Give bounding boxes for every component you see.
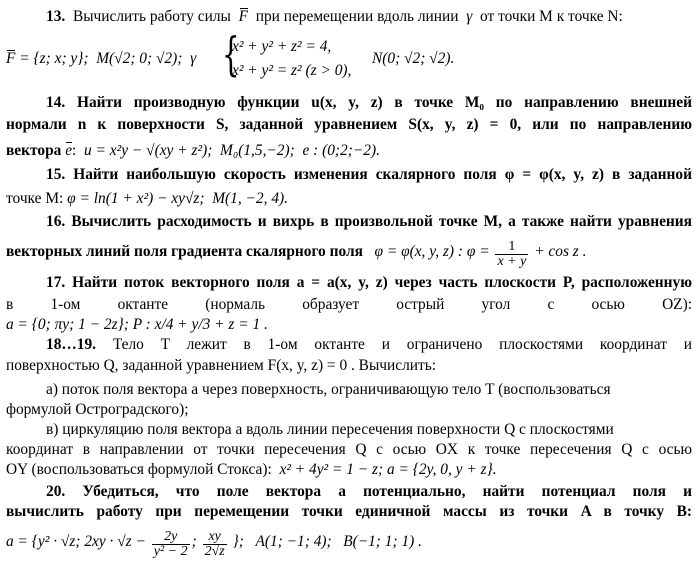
item-b-text-1: в) циркуляцию поля вектора a вдоль линии пересечения поверхности Q с плоскостями (46, 421, 614, 438)
fraction-denominator: x + y (497, 254, 527, 269)
problem-14-text-1: Найти производную функции u(x, y, z) в точке M₀ по направлению внешней (77, 94, 692, 111)
word: октанте (117, 296, 169, 313)
problem-18-text-1: Тело T лежит в 1-ом октанте и ограничено плоскостями координат и (112, 336, 692, 353)
problem-18-item-b-line-1 (6, 421, 692, 439)
point-m-label: точке M: (6, 190, 64, 207)
e-vector-symbol: e (65, 142, 73, 159)
problem-17-number: 17. (46, 274, 66, 291)
system-row-2: x² + y² = z² (z > 0), (232, 62, 352, 79)
phi-tail: + cos z . (534, 243, 587, 260)
system-row-1: x² + y² + z² = 4, (232, 38, 332, 55)
problem-13-line-1 (6, 8, 692, 26)
e-vector-definition: e : (0;2;−2). (302, 142, 380, 159)
problem-17-text-1: Найти поток векторного поля a = a(x, y, z) через часть плоскости P, расположенную (72, 274, 692, 291)
problem-14-number: 14. (46, 94, 66, 111)
word: в (6, 296, 14, 313)
problem-20-text-1: Убедиться, что поле вектора a потенциально, найти потенциал поля и (82, 483, 692, 500)
fraction-1-over-x-plus-y (495, 240, 528, 269)
phi-function: φ = ln(1 + x²) − xy√z; (67, 190, 205, 207)
problem-13-number: 13. (46, 8, 66, 25)
problem-20-number: 20. (46, 483, 66, 500)
problem-13-formula (6, 50, 196, 68)
problem-18-item-a-line-2: формулой Остроградского); (6, 401, 189, 418)
problem-15-text-1: Найти наибольшую скорость изменения скалярного поля φ = φ(x, y, z) в заданной (73, 166, 692, 183)
fraction-xy-numerator: xy (203, 530, 227, 545)
force-vector-symbol: F (238, 8, 248, 25)
problem-17-line-3: a = {0; πy; 1 − 2z}; P : x/4 + y/3 + z = 1 . (6, 316, 268, 333)
problem-18-item-b-line-3 (6, 461, 692, 479)
problem-13-text-b: при перемещении вдоль линии (255, 8, 459, 25)
fraction-xy-denominator: 2√z (204, 544, 225, 559)
problem-20-formula: a = {y² · √z; 2xy · √z − $\frac{2y}{\text{y² − 2}}$ ; $\frac{xy}{2√z}$ }; A(1; −1; 4); B(−1; 1; 1) . (6, 529, 422, 559)
point-m-15: M(1, −2, 4). (212, 190, 288, 207)
problem-15-line-2 (6, 190, 692, 208)
problem-20-line-1 (6, 483, 692, 501)
word: угол (481, 296, 511, 313)
problem-13-text-c: от точки M к точке N: (480, 8, 623, 25)
word: OZ): (662, 296, 692, 313)
problem-20-line-2: вычислить работу при перемещении точки единичной массы из точки A в точку B: (6, 503, 692, 520)
problem-13-text-a: Вычислить работу силы (72, 8, 231, 25)
word: (нормаль (205, 296, 266, 313)
fraction-2y-denominator: y² − 2 (153, 544, 188, 559)
a-definition-end: }; (232, 533, 244, 550)
problem-18-line-2: поверхностью Q, заданной уравнением F(x, y, z) = 0 . Вычислить: (6, 357, 437, 374)
word: с (547, 296, 555, 313)
problem-15-number: 15. (46, 166, 66, 183)
vector-label: вектора (6, 142, 62, 159)
a-definition-start: a = {y² · √z; 2xy · √z − (6, 533, 146, 550)
problem-18-number: 18…19. (46, 336, 97, 353)
problem-17-line-1 (6, 274, 692, 292)
word: осью (591, 296, 625, 313)
fraction-2y (152, 530, 190, 559)
point-b: B(−1; 1; 1) . (343, 533, 422, 550)
surface-equation: x² + 4y² = 1 − z; a = {2y, 0, y + z}. (279, 461, 497, 478)
phi-definition: φ = φ(x, y, z) : φ = (374, 243, 490, 260)
fraction-xy (203, 530, 227, 559)
point-n: N(0; √2; √2). (372, 50, 455, 67)
fraction-2y-numerator: 2y (152, 530, 190, 545)
point-m0: M₀(1,5,−2); (220, 142, 295, 159)
problem-18-line-1 (6, 336, 692, 354)
word: 1-ом (50, 296, 81, 313)
problem-16-text-2: векторных линий поля градиента скалярного поля (6, 243, 363, 260)
system-brace: { (222, 27, 240, 81)
problem-14-line-2: нормали n к поверхности S, заданной уравнением S(x, y, z) = 0, или по направлению (6, 116, 692, 133)
gamma-symbol-2: γ (190, 50, 197, 67)
problem-14-line-1 (6, 94, 692, 112)
problem-16-line-2 (6, 240, 586, 269)
word: острый (396, 296, 445, 313)
problem-16-text-1: Вычислить расходимость и вихрь в произвольной точке M, а также найти уравнения (71, 213, 692, 230)
point-m: M(√2; 0; √2); (96, 50, 183, 67)
force-vector-symbol-2: F (6, 50, 16, 67)
word: образует (302, 296, 360, 313)
problem-14-line-3 (6, 142, 692, 160)
item-a-text-1: а) поток поля вектора a через поверхность, ограничивающую тело T (воспользоваться (46, 381, 611, 398)
problem-16-number: 16. (46, 213, 66, 230)
problem-18-item-a-line-1 (6, 381, 692, 399)
problem-15-line-1 (6, 166, 692, 184)
colon: : (72, 142, 77, 159)
u-function: u = x²y − √(xy + z²); (84, 142, 213, 159)
problem-18-item-b-line-2: координат в направлении от точки пересечения Q с осью OX к точке пересечения Q с осью (6, 441, 692, 458)
item-b-text-3: OY (воспользоваться формулой Стокса): (6, 461, 272, 478)
fraction-numerator: 1 (495, 240, 528, 255)
point-a: A(1; −1; 4); (255, 533, 332, 550)
force-definition: = {z; x; y}; (19, 50, 89, 67)
problem-16-line-1 (6, 213, 692, 231)
gamma-symbol: γ (466, 8, 473, 25)
problem-17-line-2 (6, 296, 692, 314)
